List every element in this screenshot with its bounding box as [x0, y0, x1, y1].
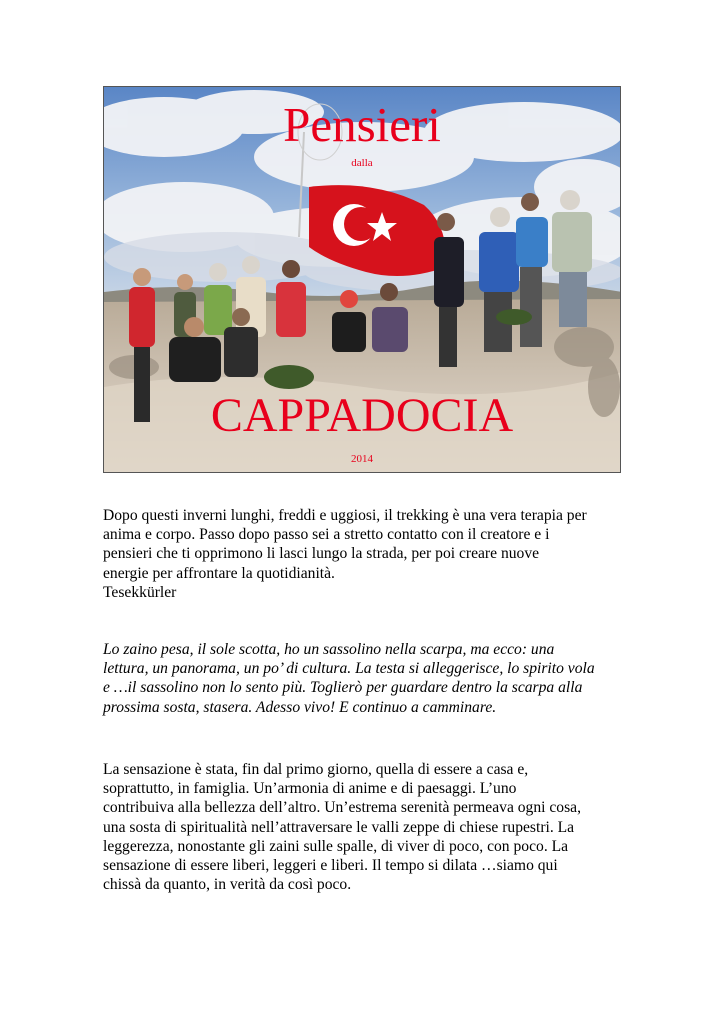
paragraph-sensation: [103, 760, 633, 894]
paragraph-line: La sensazione è stata, fin dal primo giorno, quella di essere a casa e,: [103, 761, 529, 778]
cover-title: Pensieri: [283, 97, 441, 152]
paragraph-intro: [103, 506, 633, 602]
paragraph-line: Dopo questi inverni lunghi, freddi e uggiosi, il trekking è una vera terapia per: [103, 507, 587, 524]
paragraph-line: sensazione di essere liberi, leggeri e liberi. Il tempo si dilata …siamo qui: [103, 857, 558, 875]
paragraph-line: lettura, un panorama, un po’ di cultura. La testa si alleggerisce, lo spirito vola: [103, 660, 595, 678]
paragraph-line: pensieri che ti opprimono li lasci lungo la strada, per poi creare nuove: [103, 545, 540, 563]
paragraph-line: prossima sosta, stasera. Adesso vivo! E continuo a camminare.: [103, 698, 497, 716]
paragraph-line: Lo zaino pesa, il sole scotta, ho un sassolino nella scarpa, ma ecco: una: [103, 641, 555, 658]
paragraph-line: energie per affrontare la quotidianità.: [103, 564, 335, 582]
paragraph-line: chissà da quanto, in verità da così poco.: [103, 876, 352, 894]
paragraph-line: soprattutto, in famiglia. Un’armonia di anime e di paesaggi. L’uno: [103, 780, 517, 798]
cover-year: 2014: [351, 453, 373, 465]
cover-subtitle: dalla: [351, 157, 373, 169]
paragraph-line: leggerezza, nonostante gli zaini sulle spalle, di viver di poco, con poco. La: [103, 837, 569, 855]
paragraph-line: contribuiva alla bellezza dell’altro. Un’estrema serenità permeava ogni cosa,: [103, 799, 581, 817]
paragraph-quote: [103, 640, 633, 717]
cover-photo: [103, 86, 621, 473]
cover-place: CAPPADOCIA: [210, 389, 514, 442]
paragraph-line: anima e corpo. Passo dopo passo sei a stretto contatto con il creatore e i: [103, 526, 550, 544]
paragraph-line: una sosta di spiritualità nell’attraversare le valli zeppe di chiese rupestri. La: [103, 818, 575, 836]
paragraph-line: Tesekkürler: [103, 583, 177, 601]
paragraph-line: e …il sassolino non lo sento più. Toglierò per guardare dentro la scarpa alla: [103, 679, 583, 697]
